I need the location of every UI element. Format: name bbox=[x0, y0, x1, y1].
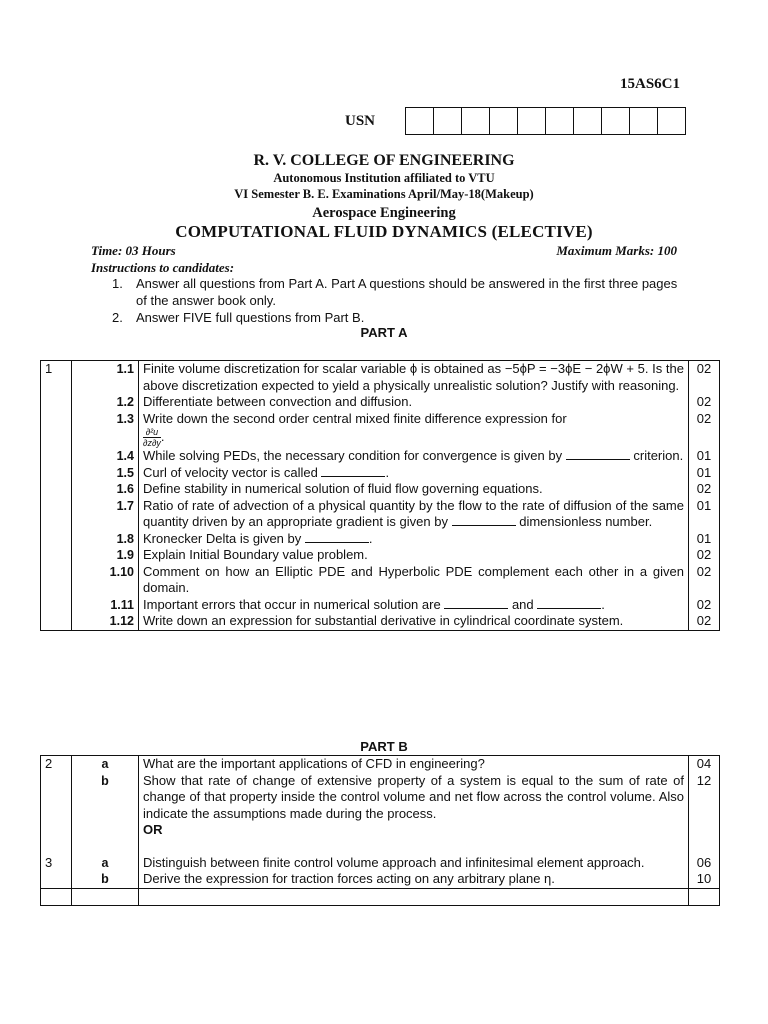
fraction-numerator: ∂²u bbox=[143, 427, 161, 438]
marks: 06 bbox=[689, 855, 720, 872]
sub-number: b bbox=[72, 871, 139, 888]
sub-number bbox=[72, 888, 139, 905]
question-number bbox=[41, 498, 72, 531]
part-a-table bbox=[40, 360, 720, 631]
table-row bbox=[41, 871, 720, 888]
spacer bbox=[139, 888, 689, 905]
marks: 01 bbox=[689, 465, 720, 482]
table-row bbox=[41, 361, 720, 395]
usn-box bbox=[630, 108, 658, 134]
table-row bbox=[41, 756, 720, 773]
table-row bbox=[41, 888, 720, 905]
question-number bbox=[41, 531, 72, 548]
table-row bbox=[41, 448, 720, 465]
question-text: What are the important applications of CFD in engineering? bbox=[139, 756, 689, 773]
question-number: 3 bbox=[41, 855, 72, 872]
question-number bbox=[41, 822, 72, 839]
table-row bbox=[41, 531, 720, 548]
question-number: 2 bbox=[41, 756, 72, 773]
question-number bbox=[41, 481, 72, 498]
max-marks: Maximum Marks: 100 bbox=[556, 243, 677, 258]
question-text-part: criterion. bbox=[633, 448, 684, 463]
exam-title: VI Semester B. E. Examinations April/May-18(Makeup) bbox=[234, 187, 534, 201]
table-row bbox=[41, 773, 720, 823]
instruction-number: 1. bbox=[112, 276, 123, 291]
table-row bbox=[41, 411, 720, 449]
question-text: Comment on how an Elliptic PDE and Hyperbolic PDE complement each other in a given domain. bbox=[139, 564, 689, 597]
fill-blank bbox=[444, 597, 508, 609]
question-text-part: Write down the second order central mixed finite difference expression for bbox=[143, 410, 567, 426]
marks: 02 bbox=[689, 564, 720, 597]
question-text-part: Kronecker Delta is given by bbox=[143, 530, 302, 546]
question-text: Show that rate of change of extensive property of a system is equal to the sum of rate of change of that property inside the control volume and net flow across the control volume. Also indicate the assumptions made during the process. bbox=[139, 773, 689, 823]
table-row bbox=[41, 547, 720, 564]
table-row bbox=[41, 564, 720, 597]
table-row bbox=[41, 597, 720, 614]
usn-row bbox=[345, 107, 686, 135]
time: Time: 03 Hours bbox=[91, 243, 176, 258]
marks: 02 bbox=[689, 394, 720, 411]
question-text: Explain Initial Boundary value problem. bbox=[139, 547, 689, 564]
instruction-item bbox=[112, 275, 682, 309]
question-text: Write down an expression for substantial derivative in cylindrical coordinate system. bbox=[139, 613, 689, 630]
question-number bbox=[41, 613, 72, 630]
table-row bbox=[41, 394, 720, 411]
question-text bbox=[139, 597, 689, 614]
question-text-part: . bbox=[368, 530, 373, 546]
sub-number bbox=[72, 839, 139, 855]
marks: 04 bbox=[689, 756, 720, 773]
sub-number: 1.8 bbox=[72, 531, 139, 548]
usn-box bbox=[462, 108, 490, 134]
department: Aerospace Engineering bbox=[312, 205, 456, 221]
sub-number: 1.3 bbox=[72, 411, 139, 449]
instruction-text: Answer all questions from Part A. Part A questions should be answered in the first three pages of the answer book only. bbox=[136, 276, 678, 308]
marks bbox=[689, 822, 720, 839]
question-text-part: and bbox=[511, 596, 534, 612]
paper-code: 15AS6C1 bbox=[619, 76, 680, 92]
sub-number: 1.11 bbox=[72, 597, 139, 614]
fill-blank bbox=[321, 465, 385, 477]
sub-number: 1.7 bbox=[72, 498, 139, 531]
usn-box bbox=[406, 108, 434, 134]
or-separator: OR bbox=[139, 822, 689, 839]
marks: 01 bbox=[689, 531, 720, 548]
question-text-part: Important errors that occur in numerical solution are bbox=[143, 596, 441, 612]
marks: 01 bbox=[689, 498, 720, 531]
fill-blank bbox=[537, 597, 601, 609]
table-row bbox=[41, 613, 720, 630]
usn-boxes bbox=[405, 107, 686, 135]
question-text bbox=[139, 531, 689, 548]
marks bbox=[689, 839, 720, 855]
fill-blank bbox=[305, 531, 369, 543]
sub-number: 1.10 bbox=[72, 564, 139, 597]
usn-box bbox=[602, 108, 630, 134]
question-number bbox=[41, 465, 72, 482]
sub-number: 1.6 bbox=[72, 481, 139, 498]
question-text: Write down the second order central mixed finite difference expression for $\frac{\text{∂²u}}{\partial z\partial y}$ . bbox=[139, 411, 689, 449]
fraction-denominator: ∂z∂y bbox=[143, 438, 161, 448]
question-text bbox=[139, 448, 689, 465]
question-text: Finite volume discretization for scalar variable ϕ is obtained as −5ϕP = −3ϕE − 2ϕW + 5. Is the above discretization expected to yield a physically unrealistic solution? Justify with reasoning. bbox=[139, 361, 689, 395]
question-number bbox=[41, 871, 72, 888]
question-number bbox=[41, 839, 72, 855]
question-number bbox=[41, 547, 72, 564]
marks: 02 bbox=[689, 361, 720, 395]
question-text: Derive the expression for traction forces acting on any arbitrary plane η. bbox=[139, 871, 689, 888]
sub-number: a bbox=[72, 855, 139, 872]
table-row bbox=[41, 481, 720, 498]
question-number bbox=[41, 448, 72, 465]
sub-number: b bbox=[72, 773, 139, 823]
fraction bbox=[143, 427, 161, 448]
sub-number: 1.12 bbox=[72, 613, 139, 630]
exam-header bbox=[0, 152, 768, 242]
college-name: R. V. COLLEGE OF ENGINEERING bbox=[253, 152, 515, 169]
marks: 02 bbox=[689, 411, 720, 449]
question-text-part: Curl of velocity vector is called bbox=[143, 464, 318, 480]
table-row bbox=[41, 498, 720, 531]
part-a-title: PART A bbox=[360, 325, 408, 340]
fill-blank bbox=[566, 448, 630, 460]
question-number bbox=[41, 773, 72, 823]
fill-blank bbox=[452, 514, 516, 526]
question-text: Distinguish between finite control volume approach and infinitesimal element approach. bbox=[139, 855, 689, 872]
question-text-part: . bbox=[385, 464, 390, 480]
usn-box bbox=[574, 108, 602, 134]
affiliation: Autonomous Institution affiliated to VTU bbox=[273, 171, 495, 185]
sub-number: 1.9 bbox=[72, 547, 139, 564]
marks: 02 bbox=[689, 481, 720, 498]
part-b-table bbox=[40, 755, 720, 906]
table-row bbox=[41, 465, 720, 482]
table-row bbox=[41, 855, 720, 872]
part-b-title: PART B bbox=[360, 739, 408, 754]
sub-number bbox=[72, 822, 139, 839]
table-row bbox=[41, 839, 720, 855]
usn-box bbox=[546, 108, 574, 134]
instruction-item bbox=[112, 309, 682, 326]
time-marks-row bbox=[91, 243, 677, 259]
question-number: 1 bbox=[41, 361, 72, 395]
usn-box bbox=[518, 108, 546, 134]
question-text-part: . bbox=[601, 596, 605, 612]
sub-number: 1.5 bbox=[72, 465, 139, 482]
question-number bbox=[41, 564, 72, 597]
sub-number: 1.2 bbox=[72, 394, 139, 411]
question-text: Differentiate between convection and diffusion. bbox=[139, 394, 689, 411]
question-number bbox=[41, 888, 72, 905]
question-text-part: Ratio of rate of advection of a physical quantity by the flow to the rate of diffusion of the same quantity driven by an appropriate gradient is given by bbox=[143, 497, 684, 529]
marks: 02 bbox=[689, 597, 720, 614]
marks: 02 bbox=[689, 613, 720, 630]
usn-label: USN bbox=[345, 112, 376, 129]
question-text: Define stability in numerical solution of fluid flow governing equations. bbox=[139, 481, 689, 498]
question-text-part: dimensionless number. bbox=[519, 514, 653, 529]
question-number bbox=[41, 597, 72, 614]
sub-number: a bbox=[72, 756, 139, 773]
marks: 12 bbox=[689, 773, 720, 823]
marks: 02 bbox=[689, 547, 720, 564]
subject-title: COMPUTATIONAL FLUID DYNAMICS (ELECTIVE) bbox=[175, 222, 593, 241]
usn-box bbox=[490, 108, 518, 134]
question-text-part: While solving PEDs, the necessary condition for convergence is given by bbox=[143, 448, 563, 463]
usn-box bbox=[658, 108, 685, 134]
sub-number: 1.1 bbox=[72, 361, 139, 395]
question-number bbox=[41, 394, 72, 411]
instruction-number: 2. bbox=[112, 310, 123, 325]
question-number bbox=[41, 411, 72, 449]
marks: 01 bbox=[689, 448, 720, 465]
marks: 10 bbox=[689, 871, 720, 888]
spacer bbox=[139, 839, 689, 855]
question-text bbox=[139, 498, 689, 531]
instructions-title: Instructions to candidates: bbox=[91, 260, 235, 275]
instructions-list bbox=[112, 275, 682, 326]
table-row bbox=[41, 822, 720, 839]
sub-number: 1.4 bbox=[72, 448, 139, 465]
marks bbox=[689, 888, 720, 905]
question-text bbox=[139, 465, 689, 482]
instruction-text: Answer FIVE full questions from Part B. bbox=[136, 310, 365, 325]
usn-box bbox=[434, 108, 462, 134]
